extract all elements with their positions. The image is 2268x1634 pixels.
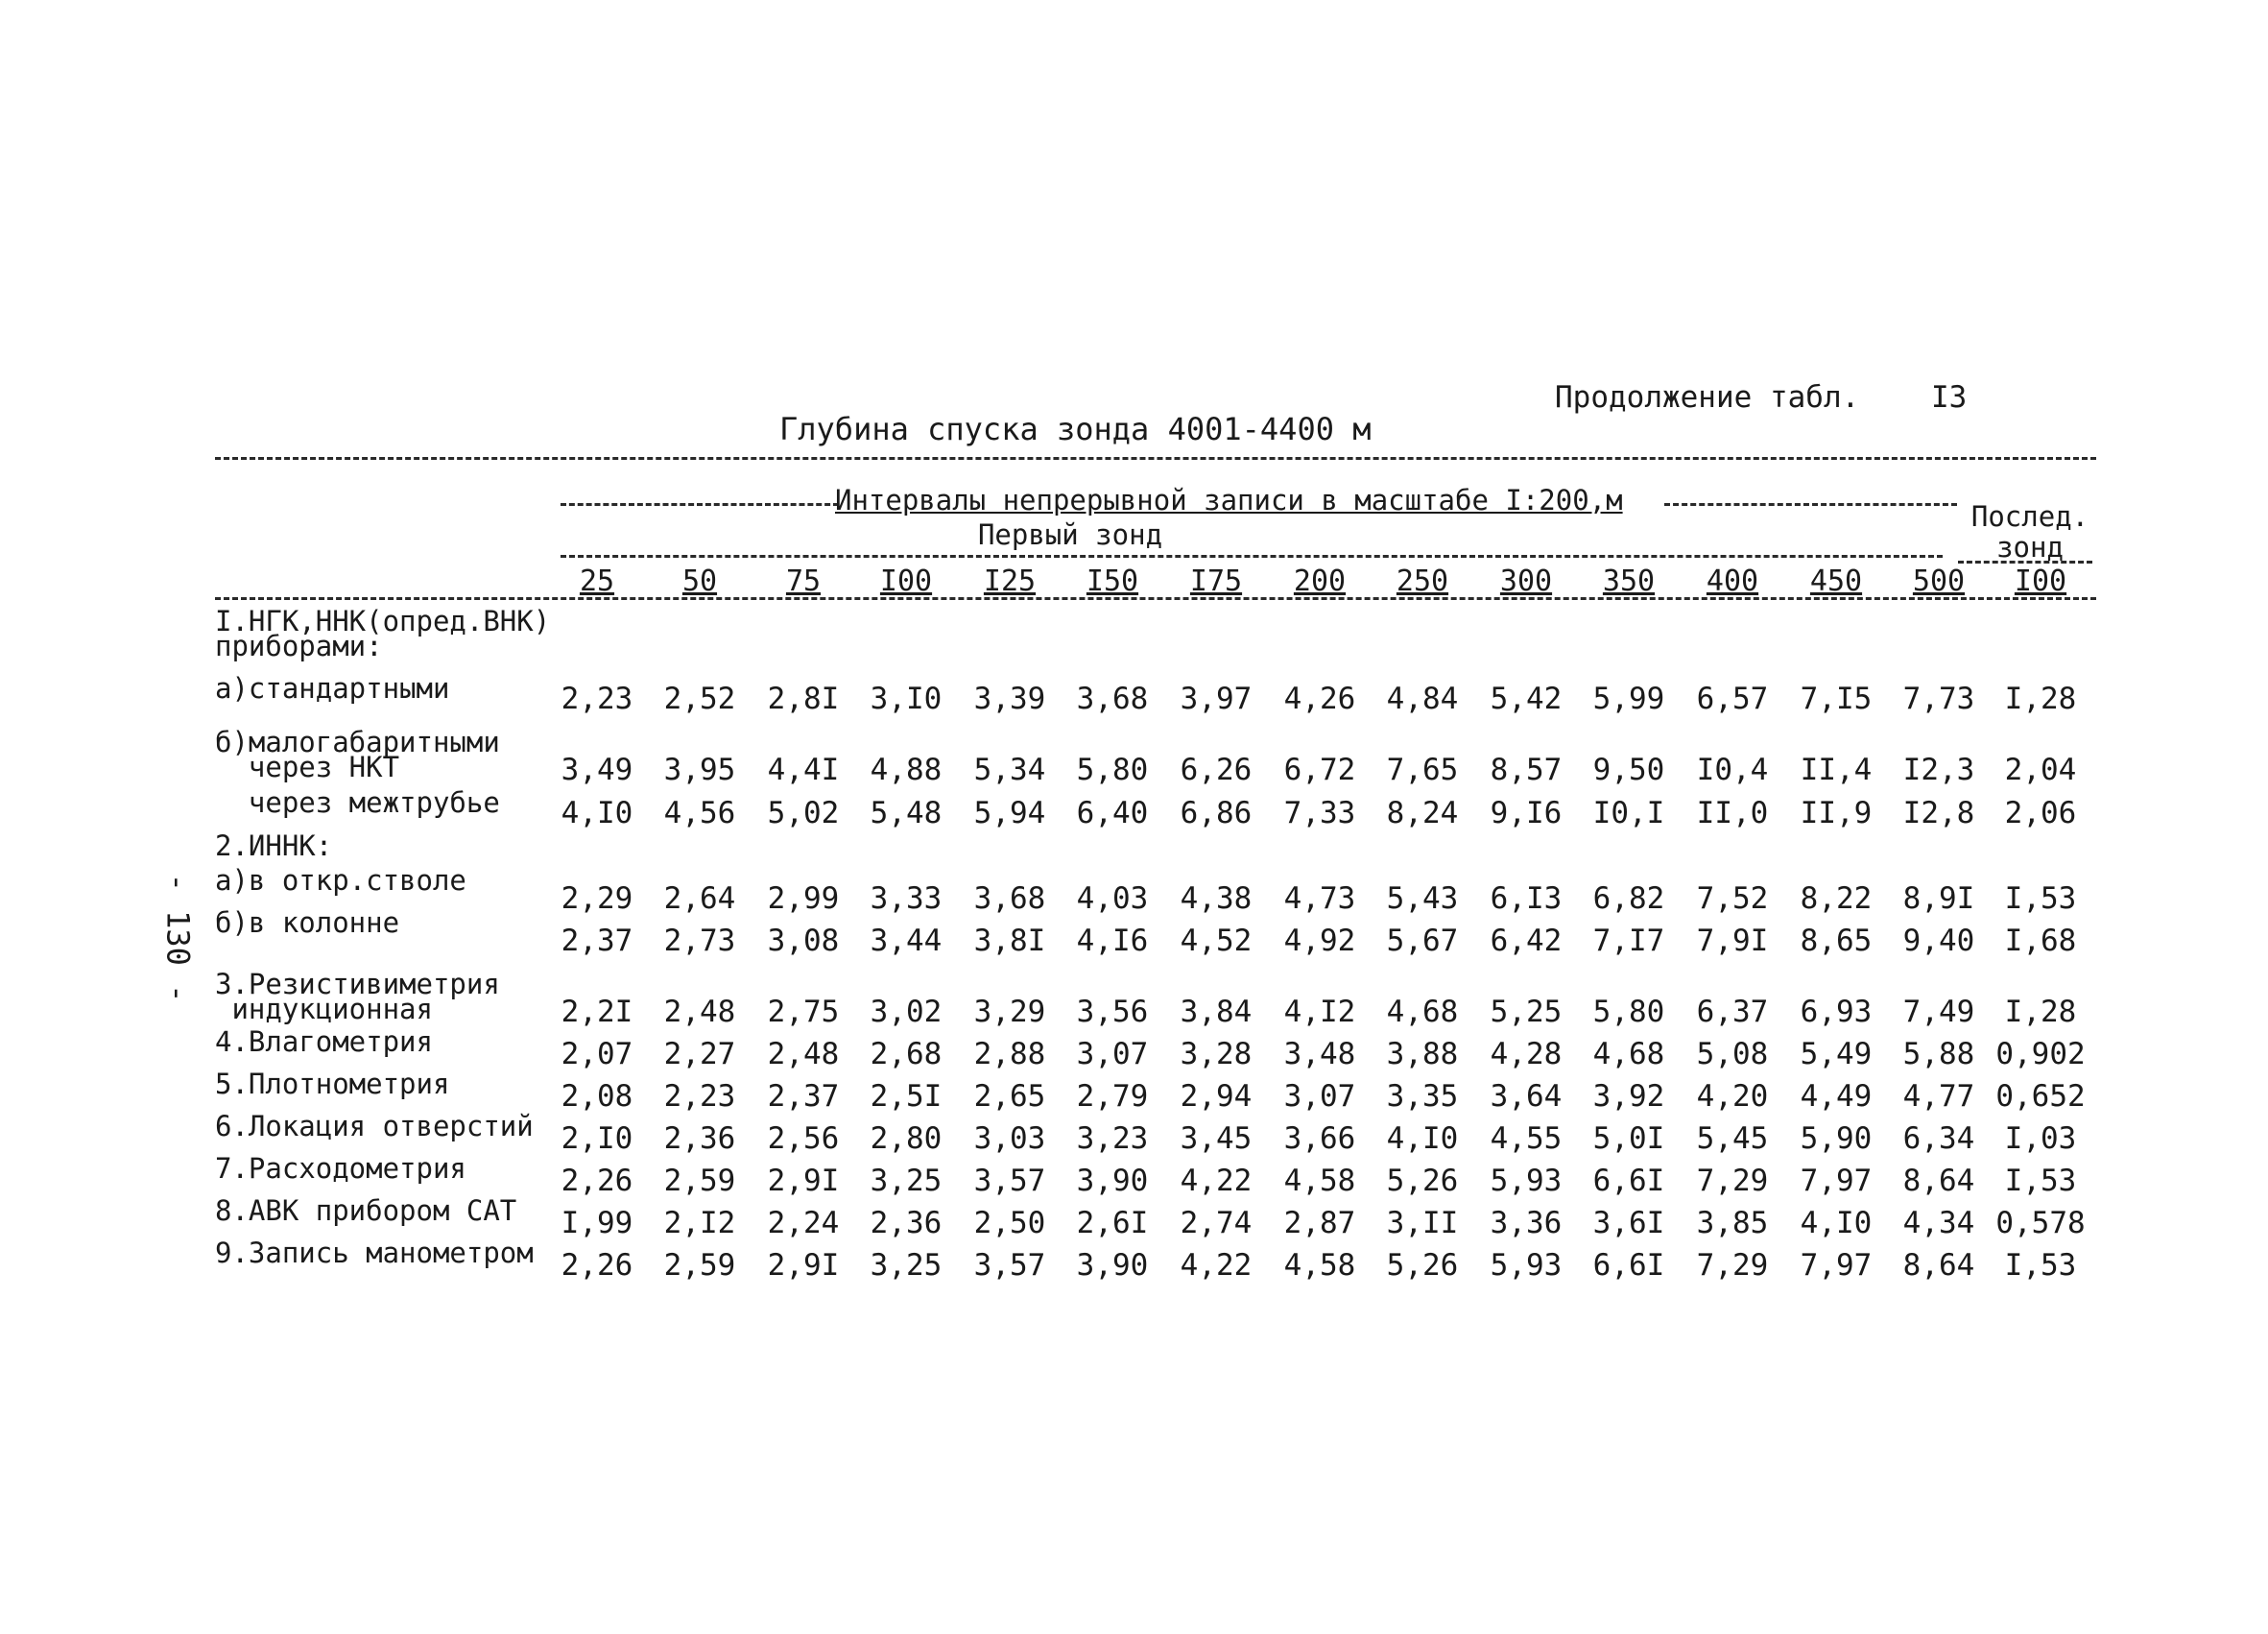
table-cell: 7,97 (1800, 1248, 1873, 1283)
table-cell: 2,08 (561, 1079, 633, 1114)
table-cell: 3,64 (1490, 1079, 1563, 1114)
table-cell: 4,58 (1283, 1248, 1356, 1283)
row-label-line: 2.ИННК: (215, 829, 333, 862)
table-cell: 5,45 (1696, 1121, 1769, 1156)
column-header: I75 (1189, 565, 1243, 598)
row-label (215, 864, 466, 897)
table-cell: 5,99 (1592, 682, 1665, 716)
table-cell: 2,9I (767, 1248, 840, 1283)
table-cell: 8,64 (1902, 1248, 1975, 1283)
table-number: I3 (1930, 380, 1968, 415)
table-cell: 6,I3 (1490, 881, 1563, 916)
table-cell: 7,9I (1696, 924, 1769, 958)
table-cell: 5,02 (767, 796, 840, 830)
row-label (215, 1152, 466, 1185)
table-cell: 3,29 (973, 995, 1046, 1029)
table-cell: 3,57 (973, 1164, 1046, 1198)
table-cell: 3,66 (1283, 1121, 1356, 1156)
table-cell: 2,5I (870, 1079, 943, 1114)
column-header: 75 (785, 565, 822, 598)
row-label (215, 1068, 450, 1100)
table-cell: 6,93 (1800, 995, 1873, 1029)
table-cell: 0,578 (1995, 1206, 2086, 1240)
table-cell: 2,I0 (561, 1121, 633, 1156)
table-cell: I,03 (2004, 1121, 2077, 1156)
table-cell: 6,57 (1696, 682, 1769, 716)
table-cell: 2,68 (870, 1037, 943, 1071)
table-cell: I,99 (561, 1206, 633, 1240)
table-cell: 2,99 (767, 881, 840, 916)
table-cell: 4,I0 (561, 796, 633, 830)
table-cell: 4,49 (1800, 1079, 1873, 1114)
table-cell: 7,I7 (1592, 924, 1665, 958)
continued-label (1555, 380, 1967, 415)
table-cell: 4,92 (1283, 924, 1356, 958)
table-cell: 2,64 (663, 881, 736, 916)
intervals-rule-right (1664, 503, 1957, 506)
table-cell: 5,90 (1800, 1121, 1873, 1156)
row-label-line: 6.Локация отверстий (215, 1110, 534, 1142)
column-header: 250 (1396, 565, 1449, 598)
table-cell: 3,6I (1592, 1206, 1665, 1240)
table-cell: I2,8 (1902, 796, 1975, 830)
intervals-rule-left (561, 503, 839, 506)
table-cell: 8,64 (1902, 1164, 1975, 1198)
table-cell: 8,24 (1386, 796, 1459, 830)
table-cell: 3,23 (1076, 1121, 1149, 1156)
table-cell: 4,26 (1283, 682, 1356, 716)
table-cell: 5,26 (1386, 1164, 1459, 1198)
table-cell: 9,I6 (1490, 796, 1563, 830)
table-cell: 4,03 (1076, 881, 1149, 916)
table-cell: 4,77 (1902, 1079, 1975, 1114)
table-cell: 4,I0 (1800, 1206, 1873, 1240)
column-header: 200 (1293, 565, 1347, 598)
table-cell: 3,68 (1076, 682, 1149, 716)
table-cell: 7,49 (1902, 995, 1975, 1029)
table-cell: 4,68 (1592, 1037, 1665, 1071)
column-header: 400 (1706, 565, 1759, 598)
table-cell: 7,97 (1800, 1164, 1873, 1198)
table-cell: 4,88 (870, 753, 943, 787)
table-cell: 3,84 (1180, 995, 1253, 1029)
table-cell: 2,87 (1283, 1206, 1356, 1240)
table-cell: 3,56 (1076, 995, 1149, 1029)
table-cell: 8,65 (1800, 924, 1873, 958)
table-cell: 7,I5 (1800, 682, 1873, 716)
row-label-line: 4.Влагометрия (215, 1025, 433, 1058)
table-cell: 6,72 (1283, 753, 1356, 787)
table-cell: 0,652 (1995, 1079, 2086, 1114)
table-top-rule (215, 457, 2096, 460)
table-cell: 3,35 (1386, 1079, 1459, 1114)
table-cell: 2,37 (561, 924, 633, 958)
row-label (215, 1237, 534, 1269)
last-probe-header: Послед. зонд (1970, 500, 2089, 564)
table-cell: 3,07 (1283, 1079, 1356, 1114)
row-label (215, 829, 333, 862)
table-cell: 3,48 (1283, 1037, 1356, 1071)
last-probe-rule (1958, 561, 2092, 564)
row-label-line: 5.Плотнометрия (215, 1068, 450, 1100)
table-cell: 3,95 (663, 753, 736, 787)
table-cell: 3,90 (1076, 1248, 1149, 1283)
table-cell: 6,86 (1180, 796, 1253, 830)
row-label (215, 968, 500, 1025)
table-cell: 2,88 (973, 1037, 1046, 1071)
table-cell: 4,22 (1180, 1248, 1253, 1283)
table-cell: 6,34 (1902, 1121, 1975, 1156)
table-cell: 5,94 (973, 796, 1046, 830)
table-cell: I0,4 (1696, 753, 1769, 787)
column-header: I00 (2014, 565, 2067, 598)
table-cell: 6,40 (1076, 796, 1149, 830)
row-label-line: 9.Запись манометром (215, 1237, 534, 1269)
table-cell: 3,03 (973, 1121, 1046, 1156)
table-cell: 4,I6 (1076, 924, 1149, 958)
table-cell: 7,52 (1696, 881, 1769, 916)
row-label-line: 7.Расходометрия (215, 1152, 466, 1185)
table-cell: 4,20 (1696, 1079, 1769, 1114)
row-label (215, 1194, 517, 1227)
table-cell: 3,25 (870, 1248, 943, 1283)
table-cell: II,4 (1800, 753, 1873, 787)
table-cell: II,9 (1800, 796, 1873, 830)
table-cell: 5,34 (973, 753, 1046, 787)
table-cell: 2,27 (663, 1037, 736, 1071)
table-cell: 2,65 (973, 1079, 1046, 1114)
table-cell: 7,65 (1386, 753, 1459, 787)
row-label (215, 786, 500, 819)
table-cell: 2,23 (561, 682, 633, 716)
table-cell: 3,28 (1180, 1037, 1253, 1071)
column-header: 350 (1602, 565, 1656, 598)
table-cell: I,53 (2004, 881, 2077, 916)
table-cell: I,28 (2004, 995, 2077, 1029)
table-cell: 4,22 (1180, 1164, 1253, 1198)
continued-text: Продолжение табл. (1555, 380, 1860, 415)
table-cell: 2,26 (561, 1248, 633, 1283)
table-cell: 3,97 (1180, 682, 1253, 716)
table-cell: 4,I2 (1283, 995, 1356, 1029)
table-cell: 2,50 (973, 1206, 1046, 1240)
table-cell: 5,26 (1386, 1248, 1459, 1283)
table-cell: 2,36 (870, 1206, 943, 1240)
table-cell: 3,92 (1592, 1079, 1665, 1114)
table-cell: I,53 (2004, 1248, 2077, 1283)
table-cell: 2,37 (767, 1079, 840, 1114)
table-cell: 2,52 (663, 682, 736, 716)
table-cell: 3,07 (1076, 1037, 1149, 1071)
table-cell: I0,I (1592, 796, 1665, 830)
table-cell: 4,56 (663, 796, 736, 830)
table-cell: 2,6I (1076, 1206, 1149, 1240)
table-cell: 5,42 (1490, 682, 1563, 716)
table-cell: 2,48 (663, 995, 736, 1029)
table-cell: 3,44 (870, 924, 943, 958)
table-cell: 3,8I (973, 924, 1046, 958)
table-cell: 7,29 (1696, 1164, 1769, 1198)
table-cell: 9,40 (1902, 924, 1975, 958)
table-cell: 4,55 (1490, 1121, 1563, 1156)
table-cell: 7,73 (1902, 682, 1975, 716)
row-label-line: I.НГК,ННК(опред.ВНК) (215, 605, 551, 637)
intervals-header: Интервалы непрерывной записи в масштабе I:200,м (835, 484, 1623, 517)
table-cell: 2,94 (1180, 1079, 1253, 1114)
table-cell: 8,57 (1490, 753, 1563, 787)
table-cell: 2,26 (561, 1164, 633, 1198)
table-cell: 7,33 (1283, 796, 1356, 830)
row-label-line: индукционная (215, 993, 433, 1025)
row-label-line: через межтрубье (215, 786, 500, 819)
row-label-line: а)в откр.стволе (215, 864, 466, 897)
table-cell: 5,25 (1490, 995, 1563, 1029)
table-cell: 2,79 (1076, 1079, 1149, 1114)
table-cell: I,53 (2004, 1164, 2077, 1198)
row-label-line: а)стандартными (215, 672, 450, 705)
table-cell: 2,29 (561, 881, 633, 916)
table-cell: II,0 (1696, 796, 1769, 830)
table-cell: 3,08 (767, 924, 840, 958)
table-cell: 3,68 (973, 881, 1046, 916)
table-cell: 3,33 (870, 881, 943, 916)
table-cell: 3,57 (973, 1248, 1046, 1283)
table-cell: 6,6I (1592, 1248, 1665, 1283)
table-cell: 5,93 (1490, 1164, 1563, 1198)
row-label-line: 3.Резистивиметрия (215, 968, 500, 1000)
table-cell: 2,80 (870, 1121, 943, 1156)
table-cell: 4,58 (1283, 1164, 1356, 1198)
column-header: I00 (879, 565, 933, 598)
table-cell: 5,48 (870, 796, 943, 830)
table-cell: 2,36 (663, 1121, 736, 1156)
table-cell: 3,85 (1696, 1206, 1769, 1240)
table-cell: 6,26 (1180, 753, 1253, 787)
table-cell: 8,22 (1800, 881, 1873, 916)
table-cell: 3,I0 (870, 682, 943, 716)
row-label-line: приборами: (215, 630, 383, 662)
table-cell: 8,9I (1902, 881, 1975, 916)
table-cell: 2,59 (663, 1164, 736, 1198)
table-cell: 6,82 (1592, 881, 1665, 916)
page-number: - 130 - (159, 873, 197, 1003)
table-cell: 2,48 (767, 1037, 840, 1071)
row-label (215, 906, 400, 939)
table-cell: 3,49 (561, 753, 633, 787)
header-bottom-rule (215, 597, 2096, 600)
table-cell: 2,23 (663, 1079, 736, 1114)
table-cell: 2,74 (1180, 1206, 1253, 1240)
table-cell: 4,52 (1180, 924, 1253, 958)
row-label (215, 672, 450, 705)
table-cell: 3,II (1386, 1206, 1459, 1240)
table-cell: 4,I0 (1386, 1121, 1459, 1156)
table-cell: 2,59 (663, 1248, 736, 1283)
row-label-line: через НКТ (215, 751, 400, 783)
row-label (215, 726, 500, 783)
table-cell: 5,0I (1592, 1121, 1665, 1156)
column-header: 50 (681, 565, 718, 598)
table-cell: 0,902 (1995, 1037, 2086, 1071)
table-cell: 2,2I (561, 995, 633, 1029)
table-cell: 5,43 (1386, 881, 1459, 916)
table-cell: 5,80 (1592, 995, 1665, 1029)
column-header: 25 (579, 565, 615, 598)
table-cell: 4,4I (767, 753, 840, 787)
table-cell: 3,39 (973, 682, 1046, 716)
table-cell: 3,45 (1180, 1121, 1253, 1156)
table-cell: 4,84 (1386, 682, 1459, 716)
row-label (215, 1110, 534, 1142)
table-cell: 6,42 (1490, 924, 1563, 958)
column-header: 450 (1809, 565, 1863, 598)
table-cell: 6,6I (1592, 1164, 1665, 1198)
table-cell: 3,36 (1490, 1206, 1563, 1240)
table-cell: 2,07 (561, 1037, 633, 1071)
table-cell: I,28 (2004, 682, 2077, 716)
table-cell: 3,25 (870, 1164, 943, 1198)
row-label (215, 1025, 433, 1058)
column-header: I25 (983, 565, 1037, 598)
subheader-rule (561, 555, 1943, 558)
table-cell: 2,9I (767, 1164, 840, 1198)
table-cell: 2,73 (663, 924, 736, 958)
table-cell: 9,50 (1592, 753, 1665, 787)
table-cell: 2,56 (767, 1121, 840, 1156)
table-cell: 2,75 (767, 995, 840, 1029)
table-cell: 3,90 (1076, 1164, 1149, 1198)
table-cell: 3,02 (870, 995, 943, 1029)
table-cell: 5,88 (1902, 1037, 1975, 1071)
table-cell: 2,06 (2004, 796, 2077, 830)
table-cell: 5,67 (1386, 924, 1459, 958)
table-cell: 5,93 (1490, 1248, 1563, 1283)
column-header: 500 (1912, 565, 1966, 598)
depth-title: Глубина спуска зонда 4001-4400 м (779, 411, 1372, 447)
table-cell: I2,3 (1902, 753, 1975, 787)
table-cell: 5,08 (1696, 1037, 1769, 1071)
row-label (215, 605, 551, 662)
table-cell: 3,88 (1386, 1037, 1459, 1071)
table-cell: 2,8I (767, 682, 840, 716)
table-cell: 2,04 (2004, 753, 2077, 787)
column-header: I50 (1086, 565, 1139, 598)
table-cell: 2,24 (767, 1206, 840, 1240)
table-cell: 4,38 (1180, 881, 1253, 916)
table-cell: 4,28 (1490, 1037, 1563, 1071)
table-cell: 4,68 (1386, 995, 1459, 1029)
column-header: 300 (1499, 565, 1553, 598)
table-cell: 4,73 (1283, 881, 1356, 916)
first-probe-header: Первый зонд (977, 518, 1163, 551)
table-cell: I,68 (2004, 924, 2077, 958)
table-cell: 6,37 (1696, 995, 1769, 1029)
table-cell: 5,49 (1800, 1037, 1873, 1071)
table-cell: 4,34 (1902, 1206, 1975, 1240)
table-cell: 7,29 (1696, 1248, 1769, 1283)
row-label-line: б)малогабаритными (215, 726, 500, 758)
row-label-line: б)в колонне (215, 906, 400, 939)
table-cell: 2,I2 (663, 1206, 736, 1240)
row-label-line: 8.АВК прибором САТ (215, 1194, 517, 1227)
table-cell: 5,80 (1076, 753, 1149, 787)
